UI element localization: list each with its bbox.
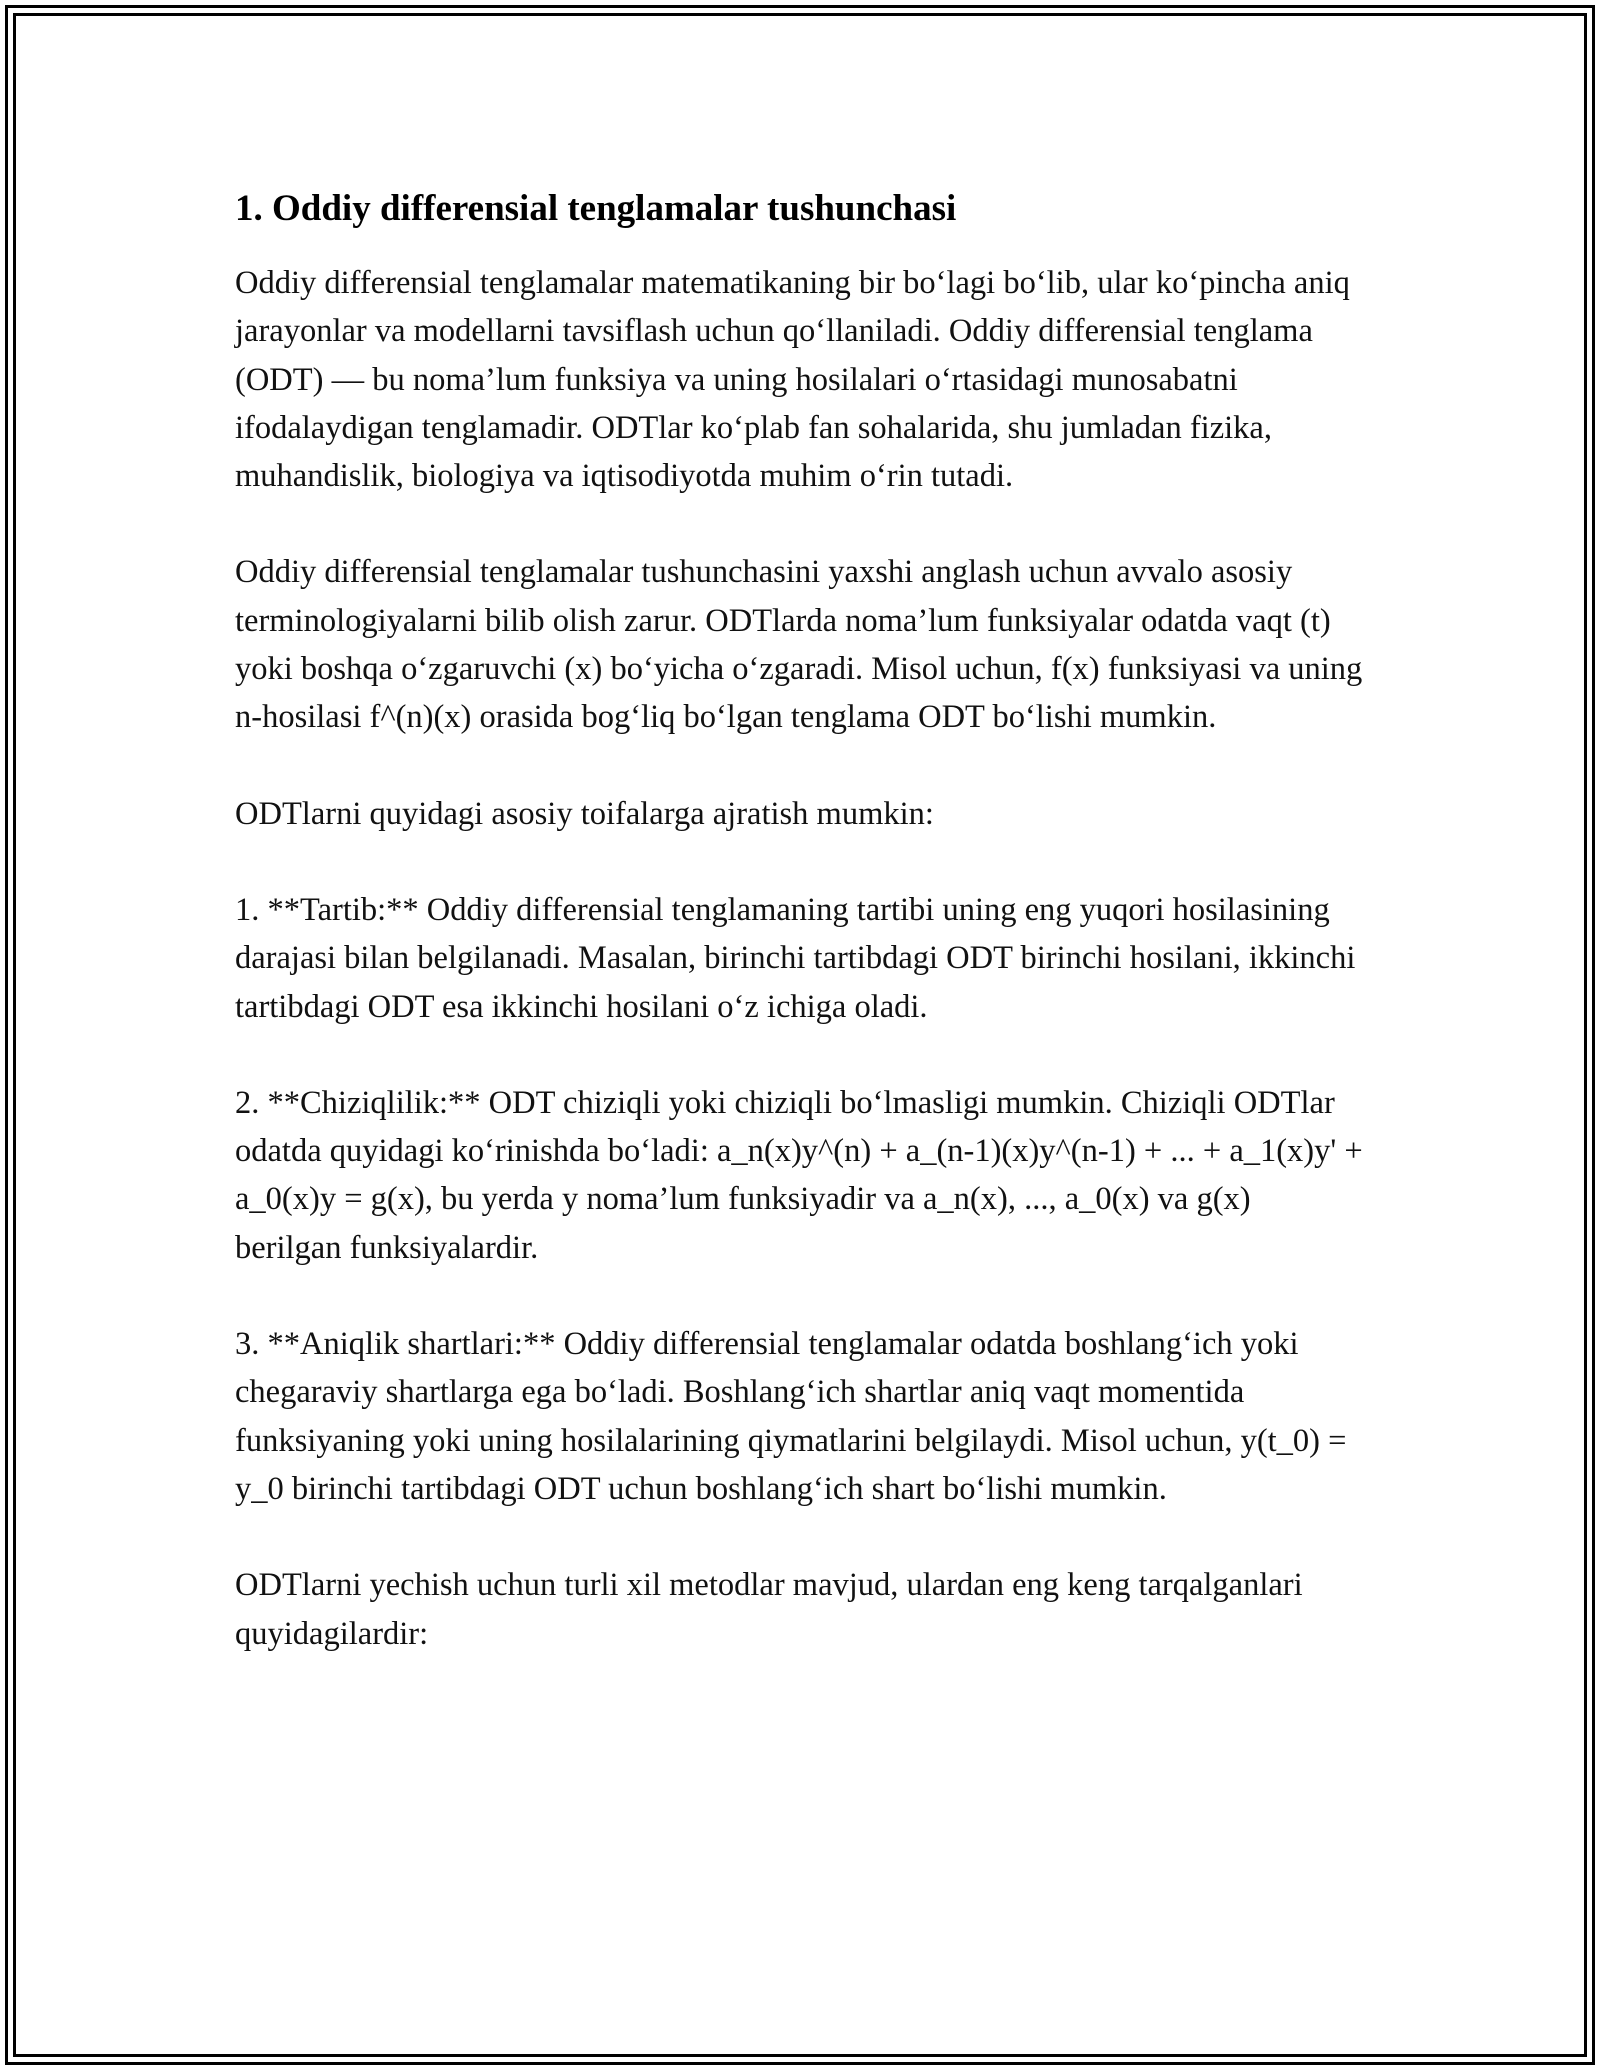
paragraph-terminology: Oddiy differensial tenglamalar tushunchasini yaxshi anglash uchun avvalo asosiy terminologiyalarni bilib olish zarur. ODTlarda noma’lum funksiyalar odatda vaqt (t) yoki boshqa o‘zgaruvchi (x) bo‘yicha o‘zgaradi. Misol uchun, f(x) funksiyasi va uning n-hosilasi f^(n)(x) orasida bog‘liq bo‘lgan tenglama ODT bo‘lishi mumkin. xyxy=(235,554,1363,736)
list-item-linearity: 2. **Chiziqlilik:** ODT chiziqli yoki chiziqli bo‘lmasligi mumkin. Chiziqli ODTlar odatda quyidagi ko‘rinishda bo‘ladi: a_n(x)y^(n) + a_(n-1)(x)y^(n-1) + ... + a_1(x)y' + a_0(x)y = g(x), bu yerda y noma’lum funksiyadir va a_n(x), ..., a_0(x) va g(x) berilgan funksiyalardir. xyxy=(235,1084,1363,1266)
paragraph-intro: Oddiy differensial tenglamalar matematikaning bir bo‘lagi bo‘lib, ular ko‘pincha aniq jarayonlar va modellarni tavsiflash uchun qo‘llaniladi. Oddiy differensial tenglama (ODT) — bu noma’lum funksiya va uning hosilalari o‘rtasidagi munosabatni ifodalaydigan tenglamadir. ODTlar ko‘plab fan sohalarida, shu jumladan fizika, muhandislik, biologiya va iqtisodiyotda muhim o‘rin tutadi. xyxy=(235,265,1350,495)
paragraph-categories-intro: ODTlarni quyidagi asosiy toifalarga ajratish mumkin: xyxy=(235,795,934,832)
list-item-conditions: 3. **Aniqlik shartlari:** Oddiy differensial tenglamalar odatda boshlang‘ich yoki chegaraviy shartlarga ega bo‘ladi. Boshlang‘ich shartlar aniq vaqt momentida funksiyaning yoki uning hosilalarining qiymatlarini belgilaydi. Misol uchun, y(t_0) = y_0 birinchi tartibdagi ODT uchun boshlang‘ich shart bo‘lishi mumkin. xyxy=(235,1326,1347,1507)
document-body xyxy=(235,185,1365,1706)
list-item-order: 1. **Tartib:** Oddiy differensial tenglamaning tartibi uning eng yuqori hosilasining darajasi bilan belgilanadi. Masalan, birinchi tartibdagi ODT birinchi hosilani, ikkinchi tartibdagi ODT esa ikkinchi hosilani o‘z ichiga oladi. xyxy=(235,891,1356,1025)
section-heading: 1. Oddiy differensial tenglamalar tushunchasi xyxy=(235,188,957,229)
paragraph-methods-intro: ODTlarni yechish uchun turli xil metodlar mavjud, ulardan eng keng tarqalganlari quyidagilardir: xyxy=(235,1567,1303,1652)
